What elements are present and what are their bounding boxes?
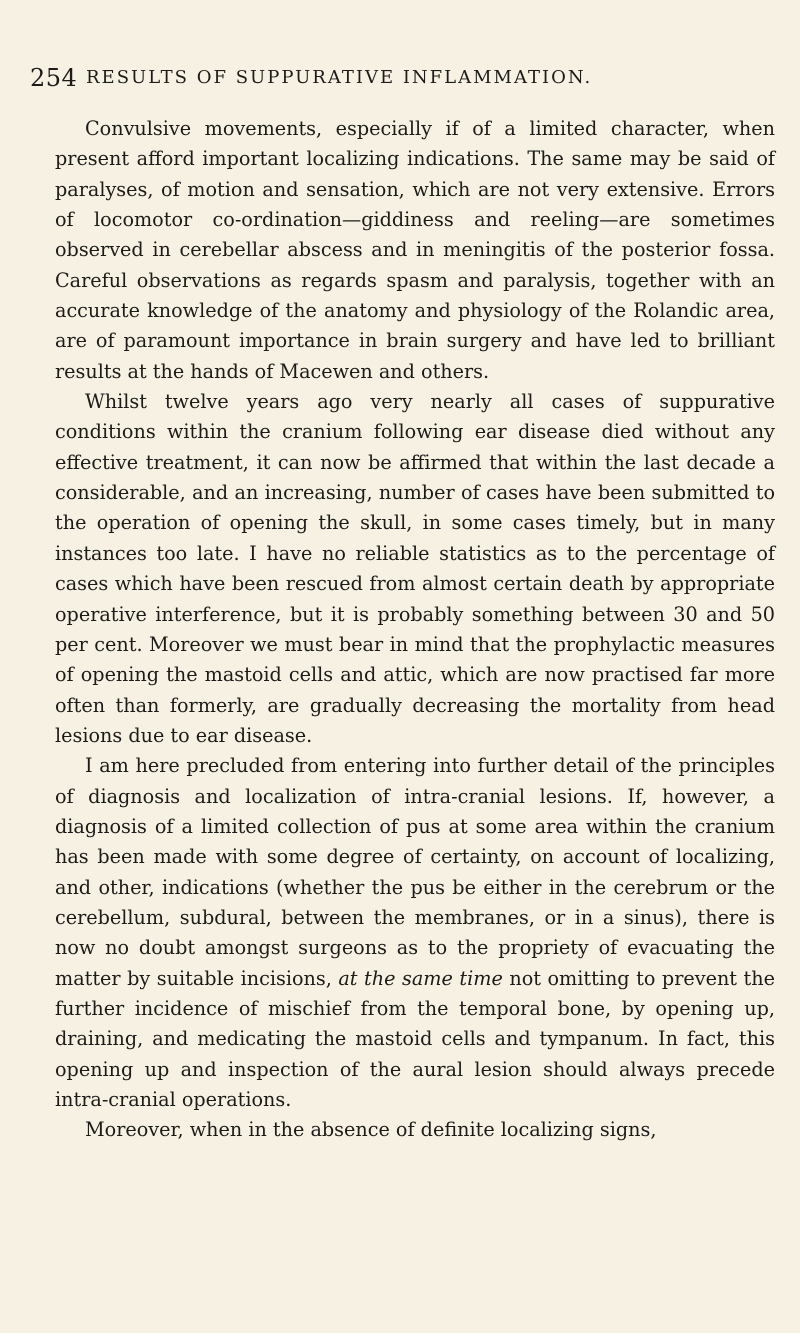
paragraph-text-after-emphasis: not omitting to prevent the further incidence of mischief from the temporal bone, by opening up, draining, and medicating the mastoid cells and tympanum. In fact, this opening up and inspection of the aural lesion should always precede intra-cranial operations. xyxy=(55,966,775,1111)
paragraph-convulsive-movements: Convulsive movements, especially if of a limited character, when present afford important localizing indications. The same may be said of paralyses, of motion and sensation, which are not very extensive. Errors of locomotor co-ordination—giddiness and reeling—are sometimes observed in cerebellar abscess and in meningitis of the posterior fossa. Careful observations as regards spasm and paralysis, together with an accurate knowledge of the anatomy and physiology of the Rolandic area, are of paramount importance in brain surgery and have led to brilliant results at the hands of Macewen and others. xyxy=(55,117,775,383)
page-number: 254 xyxy=(30,64,78,92)
emphasis-text: at the same time xyxy=(338,966,503,990)
paragraph-text-before-emphasis: I am here precluded from entering into further detail of the principles of diagnosis and localization of intra-cranial lesions. If, however, a diagnosis of a limited collection of pus at some area within the cranium has been made with some degree of certainty, on account of localizing, and other, indications (whether the pus be either in the cerebrum or the cerebellum, subdural, between the membranes, or in a sinus), there is now no doubt amongst surgeons as to the propriety of evacuating the matter by suitable incisions, xyxy=(55,754,775,990)
body-text xyxy=(55,114,775,1146)
paragraph-localizing-signs: Moreover, when in the absence of definite localizing signs, xyxy=(85,1118,657,1142)
running-title: RESULTS OF SUPPURATIVE INFLAMMATION. xyxy=(86,67,593,88)
paragraph-operative-results: Whilst twelve years ago very nearly all cases of suppurative conditions within the cranium following ear disease died without any effective treatment, it can now be affirmed that within the last decade a considerable, and an increasing, number of cases have been submitted to the operation of opening the skull, in some cases timely, but in many instances too late. I have no reliable statistics as to the percentage of cases which have been rescued from almost certain death by appropriate operative interference, but it is probably something between 30 and 50 per cent. Moreover we must bear in mind that the prophylactic measures of opening the mastoid cells and attic, which are now practised far more often than formerly, are gradually decreasing the mortality from head lesions due to ear disease. xyxy=(55,390,775,747)
paragraph-diagnosis-and-evacuation xyxy=(55,751,775,1115)
running-head xyxy=(30,60,770,96)
